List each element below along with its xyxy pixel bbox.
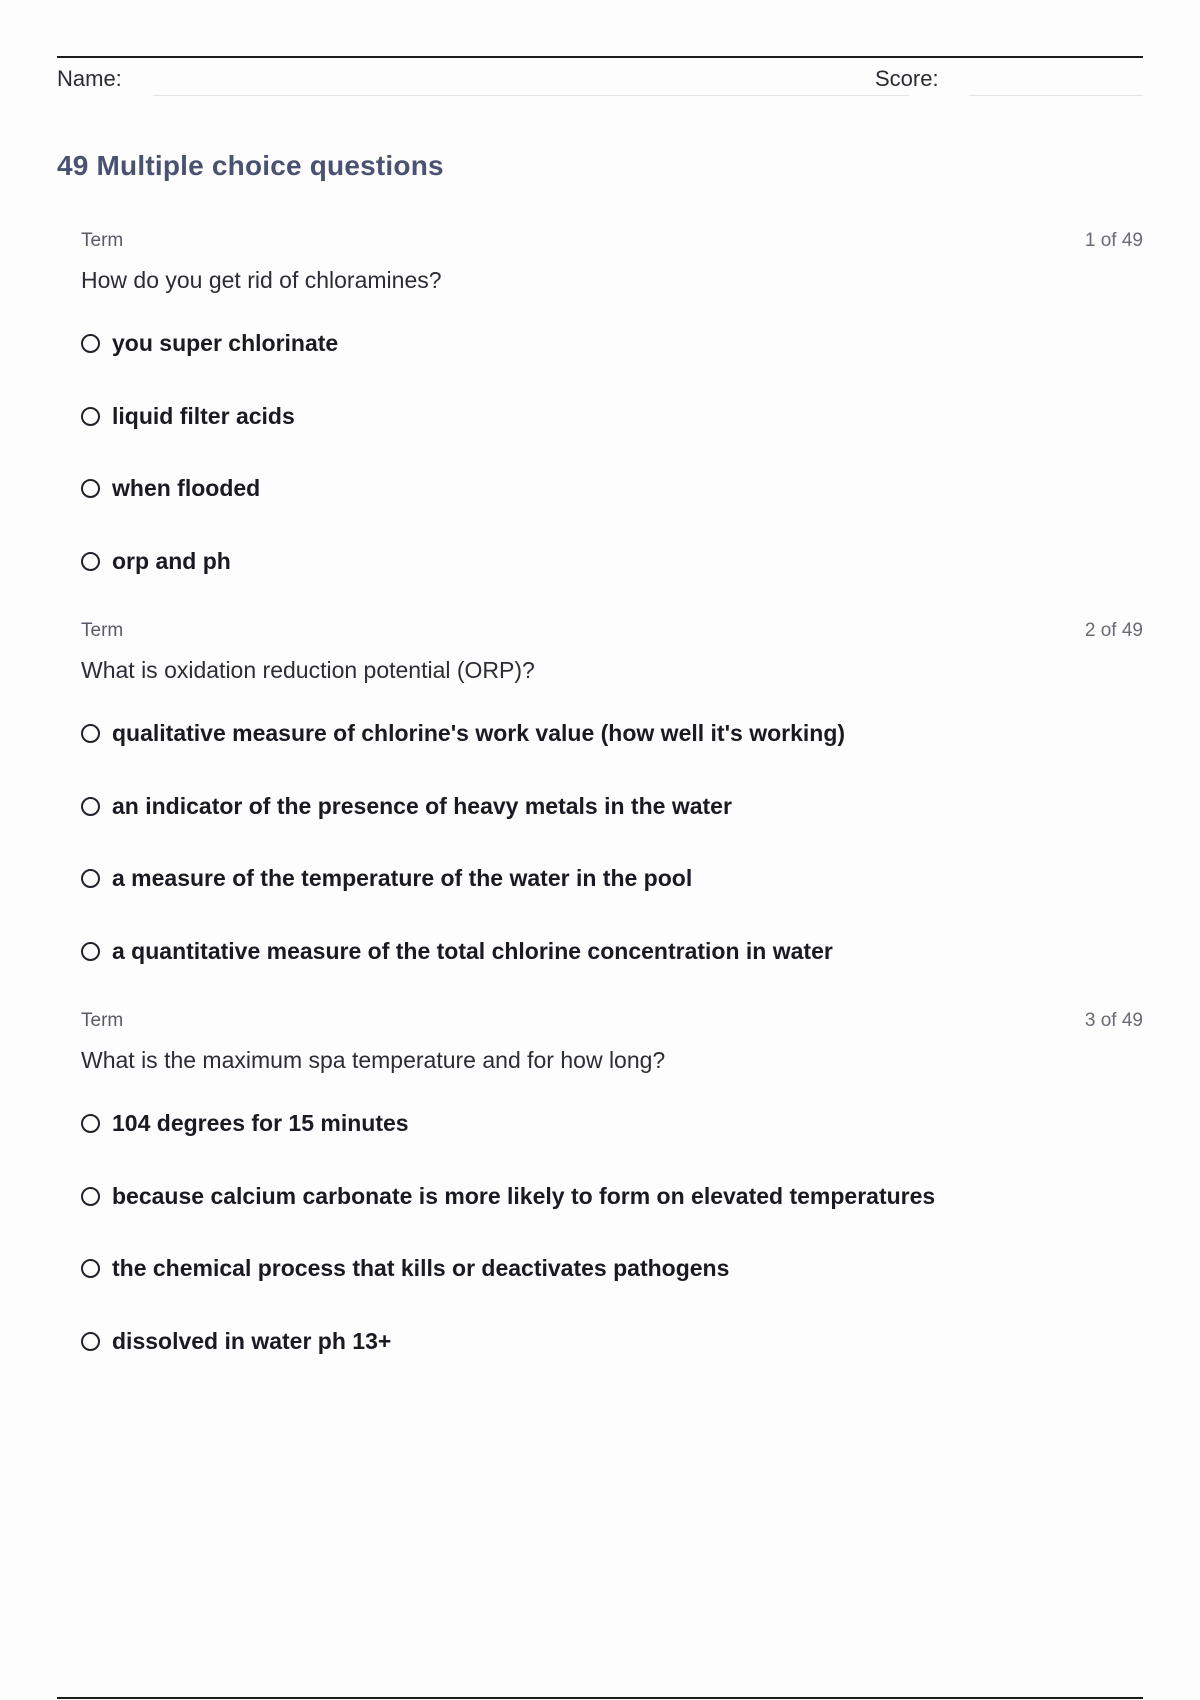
question-counter: 3 of 49	[1084, 1010, 1143, 1031]
answer-option[interactable]	[81, 546, 231, 576]
radio-circle-icon[interactable]	[81, 407, 100, 426]
answer-option-label: qualitative measure of chlorine's work value (how well it's working)	[112, 719, 846, 746]
answer-option-label: because calcium carbonate is more likely to form on elevated temperatures	[112, 1182, 936, 1209]
answer-option-label: liquid filter acids	[112, 402, 295, 429]
answer-option[interactable]	[81, 328, 338, 358]
term-label: Term	[81, 230, 124, 251]
radio-circle-icon[interactable]	[81, 334, 100, 353]
answer-option-label: when flooded	[112, 474, 261, 501]
answer-option-label: orp and ph	[112, 547, 231, 574]
radio-circle-icon[interactable]	[81, 1332, 100, 1351]
question-prompt: How do you get rid of chloramines?	[81, 267, 442, 293]
answer-option[interactable]	[81, 863, 692, 893]
answer-option[interactable]	[81, 401, 295, 431]
radio-circle-icon[interactable]	[81, 797, 100, 816]
answer-option-label: 104 degrees for 15 minutes	[112, 1109, 409, 1136]
answer-option[interactable]	[81, 718, 845, 748]
answer-option-label: a quantitative measure of the total chlorine concentration in water	[112, 937, 833, 964]
radio-circle-icon[interactable]	[81, 869, 100, 888]
radio-circle-icon[interactable]	[81, 942, 100, 961]
answer-option[interactable]	[81, 1181, 935, 1211]
radio-circle-icon[interactable]	[81, 1114, 100, 1133]
radio-circle-icon[interactable]	[81, 479, 100, 498]
score-label: Score:	[875, 66, 939, 91]
top-divider	[57, 56, 1143, 58]
term-label: Term	[81, 1010, 124, 1031]
answer-option-label: an indicator of the presence of heavy metals in the water	[112, 792, 732, 819]
answer-option[interactable]	[81, 1326, 391, 1356]
worksheet-header	[57, 62, 1143, 98]
answer-option-label: the chemical process that kills or deactivates pathogens	[112, 1254, 730, 1281]
question-prompt: What is oxidation reduction potential (ORP)?	[81, 657, 535, 683]
answer-option-label: dissolved in water ph 13+	[112, 1327, 392, 1354]
question-counter: 2 of 49	[1084, 620, 1143, 641]
radio-circle-icon[interactable]	[81, 552, 100, 571]
bottom-divider	[57, 1697, 1143, 1699]
question-prompt: What is the maximum spa temperature and for how long?	[81, 1047, 666, 1073]
answer-option[interactable]	[81, 473, 260, 503]
radio-circle-icon[interactable]	[81, 1187, 100, 1206]
answer-option[interactable]	[81, 936, 833, 966]
answer-option[interactable]	[81, 791, 732, 821]
answer-option[interactable]	[81, 1108, 409, 1138]
score-field[interactable]	[969, 95, 1143, 96]
answer-option-label: a measure of the temperature of the water in the pool	[112, 864, 693, 891]
answer-option[interactable]	[81, 1253, 729, 1283]
radio-circle-icon[interactable]	[81, 724, 100, 743]
name-field[interactable]	[153, 95, 909, 96]
answer-option-label: you super chlorinate	[112, 329, 339, 356]
term-label: Term	[81, 620, 124, 641]
question-counter: 1 of 49	[1084, 230, 1143, 251]
name-label: Name:	[57, 66, 122, 91]
radio-circle-icon[interactable]	[81, 1259, 100, 1278]
section-title: 49 Multiple choice questions	[57, 150, 444, 181]
